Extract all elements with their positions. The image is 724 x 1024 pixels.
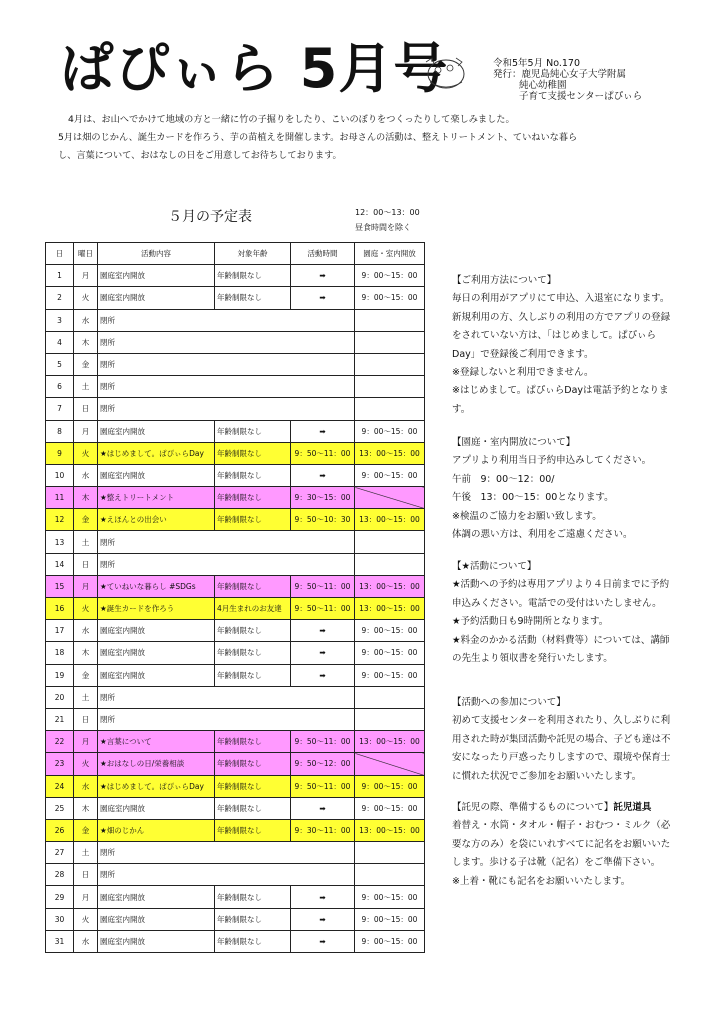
- weekday-cell: 月: [74, 731, 98, 753]
- weekday-cell: 火: [74, 908, 98, 930]
- day-cell: 17: [46, 620, 74, 642]
- time-cell: 9：50〜10：30: [291, 509, 355, 531]
- open-cell: [355, 309, 425, 331]
- age-cell: 年齢制限なし: [215, 797, 291, 819]
- age-cell: 年齢制限なし: [215, 509, 291, 531]
- open-cell: [355, 553, 425, 575]
- time-cell: 9：50〜11：00: [291, 731, 355, 753]
- schedule-title: ５月の予定表: [168, 209, 252, 225]
- age-cell: 年齢制限なし: [215, 287, 291, 309]
- col-header-time: 活動時間: [291, 243, 355, 265]
- open-cell: 9：00〜15：00: [355, 775, 425, 797]
- day-cell: 28: [46, 864, 74, 886]
- table-row: [46, 930, 425, 952]
- age-cell: 年齢制限なし: [215, 930, 291, 952]
- day-cell: 19: [46, 664, 74, 686]
- childcare-heading: [452, 799, 670, 817]
- closed-cell: 閉所: [98, 398, 355, 420]
- table-row: [46, 864, 425, 886]
- table-row: [46, 464, 425, 486]
- time-cell: ➡: [291, 620, 355, 642]
- table-row: [46, 664, 425, 686]
- day-cell: 26: [46, 819, 74, 841]
- time-cell: ➡: [291, 908, 355, 930]
- age-cell: 年齢制限なし: [215, 775, 291, 797]
- table-row: [46, 598, 425, 620]
- intro-line: 4月は、お山へでかけて地域の方と一緒に竹の子掘りをしたり、こいのぼりをつくったりして楽しみました。: [68, 114, 515, 125]
- usage-line: ※登録しないと利用できません。: [452, 367, 594, 379]
- col-header-day: 日: [46, 243, 74, 265]
- time-cell: ➡: [291, 464, 355, 486]
- usage-line: す。: [452, 403, 471, 415]
- open-line: 午前 9：00〜12：00/: [452, 473, 555, 485]
- weekday-cell: 金: [74, 509, 98, 531]
- usage-line: ※はじめまして。ぱぴぃらDayは電話予約となりま: [452, 385, 669, 397]
- children-illustration-icon: [420, 52, 468, 92]
- weekday-cell: 土: [74, 531, 98, 553]
- day-cell: 3: [46, 309, 74, 331]
- intro-line: 5月は畑のじかん、誕生カードを作ろう、芋の苗植えを開催します。お母さんの活動は、整えトリートメント、ていねいな暮ら: [58, 132, 578, 143]
- table-row: [46, 797, 425, 819]
- weekday-cell: 水: [74, 620, 98, 642]
- weekday-cell: 金: [74, 353, 98, 375]
- table-row: [46, 753, 425, 775]
- join-line: に慣れた状況でご参加をお願いいたします。: [452, 770, 642, 782]
- col-header-age: 対象年齢: [215, 243, 291, 265]
- time-cell: ➡: [291, 265, 355, 287]
- table-row: [46, 842, 425, 864]
- time-cell: 9：30〜11：00: [291, 819, 355, 841]
- table-row: [46, 775, 425, 797]
- activity-cell: ★誕生カードを作ろう: [98, 598, 215, 620]
- time-cell: 9：50〜11：00: [291, 442, 355, 464]
- col-header-open: 園庭・室内開放: [355, 243, 425, 265]
- table-row: [46, 575, 425, 597]
- col-header-activity: 活動内容: [98, 243, 215, 265]
- open-cell: 9：00〜15：00: [355, 930, 425, 952]
- join-line: 安になったり戸惑ったりしますので、環境や保育士: [452, 752, 671, 764]
- weekday-cell: 日: [74, 864, 98, 886]
- open-cell: [355, 753, 425, 775]
- open-cell: 9：00〜15：00: [355, 642, 425, 664]
- day-cell: 18: [46, 642, 74, 664]
- childcare-line: 要な方のみ）を袋にいれすべてに記名をお願いいた: [452, 838, 671, 850]
- activity-line: ★活動への予約は専用アプリより４日前までに予約: [452, 579, 670, 591]
- day-cell: 14: [46, 553, 74, 575]
- weekday-cell: 火: [74, 442, 98, 464]
- day-cell: 23: [46, 753, 74, 775]
- childcare-heading-bold: 託児道具: [613, 802, 652, 813]
- pub-center: 子育て支援センターぱぴぃら: [519, 91, 643, 102]
- open-cell: 9：00〜15：00: [355, 620, 425, 642]
- childcare-line: します。歩ける子は靴（記名）をご準備下さい。: [452, 857, 661, 869]
- weekday-cell: 水: [74, 309, 98, 331]
- activity-cell: 園庭室内開放: [98, 265, 215, 287]
- day-cell: 25: [46, 797, 74, 819]
- activity-cell: ★ていねいな暮らし #SDGs: [98, 575, 215, 597]
- closed-cell: 閉所: [98, 331, 355, 353]
- open-line: 午後 13：00〜15：00となります。: [452, 492, 614, 504]
- open-cell: [355, 376, 425, 398]
- age-cell: 年齢制限なし: [215, 420, 291, 442]
- activity-cell: 園庭室内開放: [98, 797, 215, 819]
- activity-cell: 園庭室内開放: [98, 886, 215, 908]
- table-row: [46, 420, 425, 442]
- table-row: [46, 353, 425, 375]
- weekday-cell: 木: [74, 331, 98, 353]
- time-cell: 9：50〜12：00: [291, 753, 355, 775]
- day-cell: 8: [46, 420, 74, 442]
- table-row: [46, 309, 425, 331]
- open-cell: 9：00〜15：00: [355, 287, 425, 309]
- pub-kindergarten: 純心幼稚園: [519, 80, 567, 91]
- table-row: [46, 376, 425, 398]
- age-cell: 年齢制限なし: [215, 265, 291, 287]
- day-cell: 15: [46, 575, 74, 597]
- open-cell: 13：00〜15：00: [355, 731, 425, 753]
- closed-cell: 閉所: [98, 376, 355, 398]
- weekday-cell: 土: [74, 842, 98, 864]
- time-cell: ➡: [291, 287, 355, 309]
- open-heading: 【園庭・室内開放について】: [452, 437, 576, 448]
- activity-cell: 園庭室内開放: [98, 664, 215, 686]
- open-cell: 13：00〜15：00: [355, 509, 425, 531]
- open-cell: 9：00〜15：00: [355, 886, 425, 908]
- open-cell: 13：00〜15：00: [355, 442, 425, 464]
- newsletter-title: ぱぴぃら 5月号: [60, 37, 449, 100]
- closed-cell: 閉所: [98, 708, 355, 730]
- weekday-cell: 水: [74, 464, 98, 486]
- usage-section: [452, 272, 670, 419]
- weekday-cell: 日: [74, 708, 98, 730]
- time-cell: 9：50〜11：00: [291, 775, 355, 797]
- weekday-cell: 火: [74, 287, 98, 309]
- time-cell: 9：30〜15：00: [291, 487, 355, 509]
- pub-date: 令和5年5月 No.170: [493, 58, 581, 69]
- weekday-cell: 土: [74, 376, 98, 398]
- time-cell: 9：50〜11：00: [291, 598, 355, 620]
- age-cell: 年齢制限なし: [215, 731, 291, 753]
- open-section: [452, 434, 651, 544]
- open-cell: [355, 708, 425, 730]
- activity-line: の先生より領収書を発行いたします。: [452, 653, 613, 665]
- table-row: [46, 708, 425, 730]
- activity-cell: ★はじめまして。ぱぴぃらDay: [98, 775, 215, 797]
- publication-info: [493, 58, 642, 102]
- activity-cell: 園庭室内開放: [98, 642, 215, 664]
- closed-cell: 閉所: [98, 353, 355, 375]
- day-cell: 9: [46, 442, 74, 464]
- col-header-weekday: 曜日: [74, 243, 98, 265]
- table-row: [46, 908, 425, 930]
- day-cell: 1: [46, 265, 74, 287]
- open-cell: 9：00〜15：00: [355, 420, 425, 442]
- closed-cell: 閉所: [98, 842, 355, 864]
- closed-cell: 閉所: [98, 553, 355, 575]
- time-cell: ➡: [291, 797, 355, 819]
- childcare-heading-text: 【託児の際、準備するものについて】: [452, 802, 614, 813]
- table-row: [46, 553, 425, 575]
- join-heading: 【活動への参加について】: [452, 697, 566, 708]
- day-cell: 2: [46, 287, 74, 309]
- open-cell: 9：00〜15：00: [355, 797, 425, 819]
- day-cell: 16: [46, 598, 74, 620]
- day-cell: 11: [46, 487, 74, 509]
- childcare-line: 着替え・水筒・タオル・帽子・おむつ・ミルク（必: [452, 820, 671, 832]
- schedule-table: [45, 242, 425, 953]
- open-cell: 13：00〜15：00: [355, 819, 425, 841]
- time-cell: ➡: [291, 930, 355, 952]
- open-cell: [355, 398, 425, 420]
- childcare-line: ※上着・靴にも記名をお願いいたします。: [452, 875, 631, 887]
- activity-cell: ★言葉について: [98, 731, 215, 753]
- table-header-row: [46, 243, 425, 265]
- join-line: 初めて支援センターを利用されたり、久しぶりに利: [452, 715, 671, 727]
- day-cell: 6: [46, 376, 74, 398]
- table-row: [46, 642, 425, 664]
- weekday-cell: 月: [74, 265, 98, 287]
- activity-heading: 【★活動について】: [452, 561, 537, 572]
- weekday-cell: 金: [74, 664, 98, 686]
- table-row: [46, 398, 425, 420]
- activity-cell: ★畑のじかん: [98, 819, 215, 841]
- time-cell: ➡: [291, 642, 355, 664]
- weekday-cell: 月: [74, 886, 98, 908]
- open-cell: [355, 864, 425, 886]
- day-cell: 31: [46, 930, 74, 952]
- table-row: [46, 442, 425, 464]
- table-row: [46, 265, 425, 287]
- age-cell: 4月生まれのお友達: [215, 598, 291, 620]
- open-line: 体調の悪い方は、利用をご遠慮ください。: [452, 529, 633, 541]
- age-cell: 年齢制限なし: [215, 575, 291, 597]
- activity-cell: 園庭室内開放: [98, 420, 215, 442]
- weekday-cell: 月: [74, 575, 98, 597]
- open-cell: [355, 842, 425, 864]
- activity-cell: ★はじめまして。ぱぴぃらDay: [98, 442, 215, 464]
- open-cell: 9：00〜15：00: [355, 664, 425, 686]
- weekday-cell: 水: [74, 775, 98, 797]
- pub-issuer: 発行：鹿児島純心女子大学附属: [493, 69, 627, 80]
- usage-line: 毎日の利用がアプリにて申込、入退室になります。: [452, 293, 670, 305]
- activity-cell: 園庭室内開放: [98, 930, 215, 952]
- activity-line: ★料金のかかる活動（材料費等）については、講師: [452, 634, 670, 646]
- weekday-cell: 日: [74, 398, 98, 420]
- activity-section: [452, 558, 669, 668]
- age-cell: 年齢制限なし: [215, 620, 291, 642]
- open-cell: [355, 331, 425, 353]
- age-cell: 年齢制限なし: [215, 819, 291, 841]
- usage-line: Day」で登録後ご利用できます。: [452, 348, 594, 360]
- intro-line: し、言葉について、おはなしの日をご用意してお待ちしております。: [58, 150, 342, 161]
- day-cell: 20: [46, 686, 74, 708]
- weekday-cell: 木: [74, 487, 98, 509]
- join-section: [452, 694, 671, 786]
- activity-cell: 園庭室内開放: [98, 464, 215, 486]
- weekday-cell: 金: [74, 819, 98, 841]
- activity-cell: ★おはなしの日/栄養相談: [98, 753, 215, 775]
- day-cell: 27: [46, 842, 74, 864]
- lunch-exclusion: 昼食時間を除く: [355, 223, 411, 232]
- table-row: [46, 686, 425, 708]
- weekday-cell: 水: [74, 930, 98, 952]
- usage-heading: 【ご利用方法について】: [452, 275, 557, 286]
- table-row: [46, 886, 425, 908]
- schedule-body: [46, 265, 425, 953]
- activity-cell: 園庭室内開放: [98, 287, 215, 309]
- age-cell: 年齢制限なし: [215, 642, 291, 664]
- open-cell: [355, 353, 425, 375]
- age-cell: 年齢制限なし: [215, 908, 291, 930]
- day-cell: 5: [46, 353, 74, 375]
- closed-cell: 閉所: [98, 309, 355, 331]
- age-cell: 年齢制限なし: [215, 886, 291, 908]
- weekday-cell: 木: [74, 642, 98, 664]
- weekday-cell: 木: [74, 797, 98, 819]
- table-row: [46, 331, 425, 353]
- intro-text: [58, 111, 678, 165]
- open-cell: 9：00〜15：00: [355, 908, 425, 930]
- age-cell: 年齢制限なし: [215, 753, 291, 775]
- open-cell: 9：00〜15：00: [355, 265, 425, 287]
- time-cell: ➡: [291, 664, 355, 686]
- day-cell: 21: [46, 708, 74, 730]
- weekday-cell: 月: [74, 420, 98, 442]
- time-cell: 9：50〜11：00: [291, 575, 355, 597]
- closed-cell: 閉所: [98, 531, 355, 553]
- usage-line: をされていない方は、「はじめまして。ぱぴぃら: [452, 330, 657, 342]
- usage-line: 新規利用の方、久しぶりの利用の方でアプリの登録: [452, 311, 671, 323]
- day-cell: 12: [46, 509, 74, 531]
- lunch-time: 12：00〜13：00: [355, 208, 420, 217]
- table-row: [46, 287, 425, 309]
- day-cell: 22: [46, 731, 74, 753]
- day-cell: 29: [46, 886, 74, 908]
- table-row: [46, 620, 425, 642]
- age-cell: 年齢制限なし: [215, 442, 291, 464]
- age-cell: 年齢制限なし: [215, 464, 291, 486]
- closed-cell: 閉所: [98, 686, 355, 708]
- open-cell: 13：00〜15：00: [355, 598, 425, 620]
- table-row: [46, 509, 425, 531]
- activity-cell: ★整えトリートメント: [98, 487, 215, 509]
- table-row: [46, 819, 425, 841]
- day-cell: 7: [46, 398, 74, 420]
- open-cell: [355, 487, 425, 509]
- time-cell: ➡: [291, 886, 355, 908]
- open-line: ※検温のご協力をお願い致します。: [452, 510, 602, 522]
- open-cell: [355, 686, 425, 708]
- open-cell: [355, 531, 425, 553]
- weekday-cell: 火: [74, 753, 98, 775]
- childcare-section: [452, 799, 670, 891]
- age-cell: 年齢制限なし: [215, 487, 291, 509]
- day-cell: 13: [46, 531, 74, 553]
- table-row: [46, 731, 425, 753]
- day-cell: 30: [46, 908, 74, 930]
- day-cell: 10: [46, 464, 74, 486]
- weekday-cell: 火: [74, 598, 98, 620]
- day-cell: 4: [46, 331, 74, 353]
- activity-line: 申込みください。電話での受付はいたしません。: [452, 597, 662, 609]
- day-cell: 24: [46, 775, 74, 797]
- activity-cell: ★えほんとの出会い: [98, 509, 215, 531]
- table-row: [46, 531, 425, 553]
- weekday-cell: 土: [74, 686, 98, 708]
- open-cell: 9：00〜15：00: [355, 464, 425, 486]
- activity-cell: 園庭室内開放: [98, 908, 215, 930]
- open-cell: 13：00〜15：00: [355, 575, 425, 597]
- closed-cell: 閉所: [98, 864, 355, 886]
- open-line: アプリより利用当日予約申込みしてください。: [452, 455, 652, 467]
- time-cell: ➡: [291, 420, 355, 442]
- weekday-cell: 日: [74, 553, 98, 575]
- join-line: 用された時が集団活動や託児の場合、子ども達は不: [452, 733, 671, 745]
- activity-cell: 園庭室内開放: [98, 620, 215, 642]
- activity-line: ★予約活動日も9時開所となります。: [452, 616, 609, 628]
- age-cell: 年齢制限なし: [215, 664, 291, 686]
- lunch-note: [355, 205, 420, 235]
- table-row: [46, 487, 425, 509]
